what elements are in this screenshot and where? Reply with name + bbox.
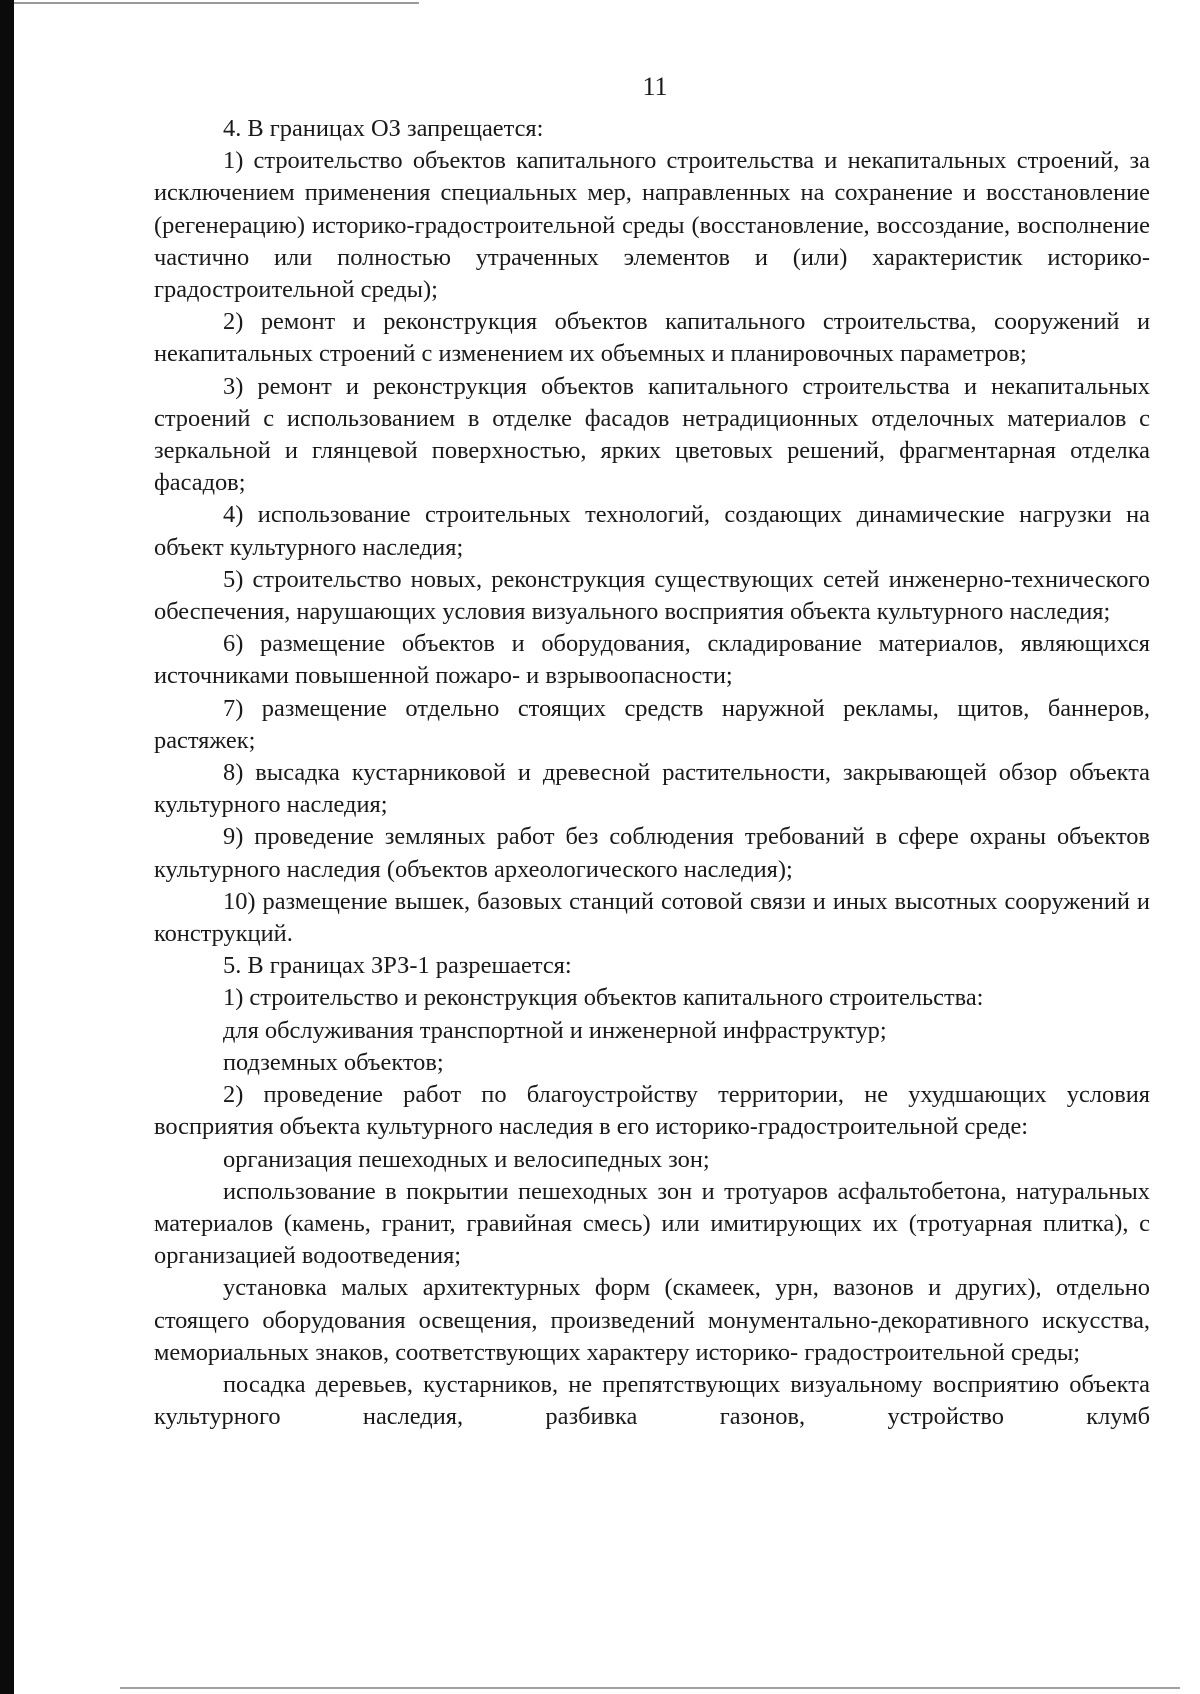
paragraph-zrz-item-2-sub-1: организация пешеходных и велосипедных зон; [223,1145,710,1173]
paragraph-oz-item-2: 2) ремонт и реконструкция объектов капитального строительства, сооружений и некапитальных строений с изменением их объемных и планировочных параметров; [154,308,1150,368]
document-body [154,113,1150,1433]
paragraph-zrz-item-2-sub-2: использование в покрытии пешеходных зон и тротуаров асфальтобетона, натуральных материалов (камень, гранит, гравийная смесь) или имитирующих их (тротуарная плитка), с организацией водоотведения; [154,1177,1150,1270]
page-number: 11 [642,72,668,101]
paragraph-oz-item-10: 10) размещение вышек, базовых станций сотовой связи и иных высотных сооружений и конструкций. [154,887,1150,948]
paragraph-oz-item-1: 1) строительство объектов капитального строительства и некапитальных строений, за исключением применения специальных мер, направленных на сохранение и восстановление (регенерацию) историко-градостроительной среды (восстановление, воссоздание, восполнение частично или полностью утраченных элементов и (или) характеристик историко-градостроительной среды); [154,147,1150,304]
paragraph-oz-item-6: 6) размещение объектов и оборудования, складирование материалов, являющихся источниками повышенной пожаро- и взрывоопасности; [154,630,1150,690]
paragraph-zrz-item-1-sub-2: подземных объектов; [223,1048,444,1076]
paragraph-oz-item-4: 4) использование строительных технологий, создающих динамические нагрузки на объект культурного наследия; [154,501,1150,561]
paragraph-zrz-item-1-sub-1: для обслуживания транспортной и инженерной инфраструктур; [223,1016,887,1044]
paragraph-zrz-item-2: 2) проведение работ по благоустройству территории, не ухудшающих условия восприятия объекта культурного наследия в его историко-градостроительной среде: [154,1081,1150,1141]
paragraph-zrz-item-2-sub-3: установка малых архитектурных форм (скамеек, урн, вазонов и других), отдельно стоящего оборудования освещения, произведений монументально-декоративного искусства, мемориальных знаков, соответствующих характеру историко- градостроительной среды; [154,1274,1150,1366]
paragraph-oz-item-9: 9) проведение земляных работ без соблюдения требований в сфере охраны объектов культурного наследия (объектов археологического наследия); [154,823,1150,883]
scan-line-bottom [120,1687,1180,1689]
paragraph-zrz-item-2-sub-4: посадка деревьев, кустарников, не препятствующих визуальному восприятию объекта культурного наследия, разбивка газонов, устройство клумб [154,1370,1150,1431]
paragraph-oz-item-8: 8) высадка кустарниковой и древесной растительности, закрывающей обзор объекта культурного наследия; [154,759,1150,819]
section-heading-zrz-1: 5. В границах ЗРЗ-1 разрешается: [223,952,572,980]
scan-line-top [14,2,419,4]
scan-border-left [0,0,14,1694]
paragraph-oz-item-5: 5) строительство новых, реконструкция существующих сетей инженерно-технического обеспечения, нарушающих условия визуального восприятия объекта культурного наследия; [154,565,1150,626]
paragraph-oz-item-7: 7) размещение отдельно стоящих средств наружной рекламы, щитов, баннеров, растяжек; [154,694,1150,754]
paragraph-zrz-item-1: 1) строительство и реконструкция объектов капитального строительства: [223,984,984,1012]
paragraph-oz-item-3: 3) ремонт и реконструкция объектов капитального строительства и некапитальных строений с использованием в отделке фасадов нетрадиционных отделочных материалов с зеркальной и глянцевой поверхностью, ярких цветовых решений, фрагментарная отделка фасадов; [154,372,1150,497]
section-heading-oz: 4. В границах ОЗ запрещается: [223,115,544,142]
